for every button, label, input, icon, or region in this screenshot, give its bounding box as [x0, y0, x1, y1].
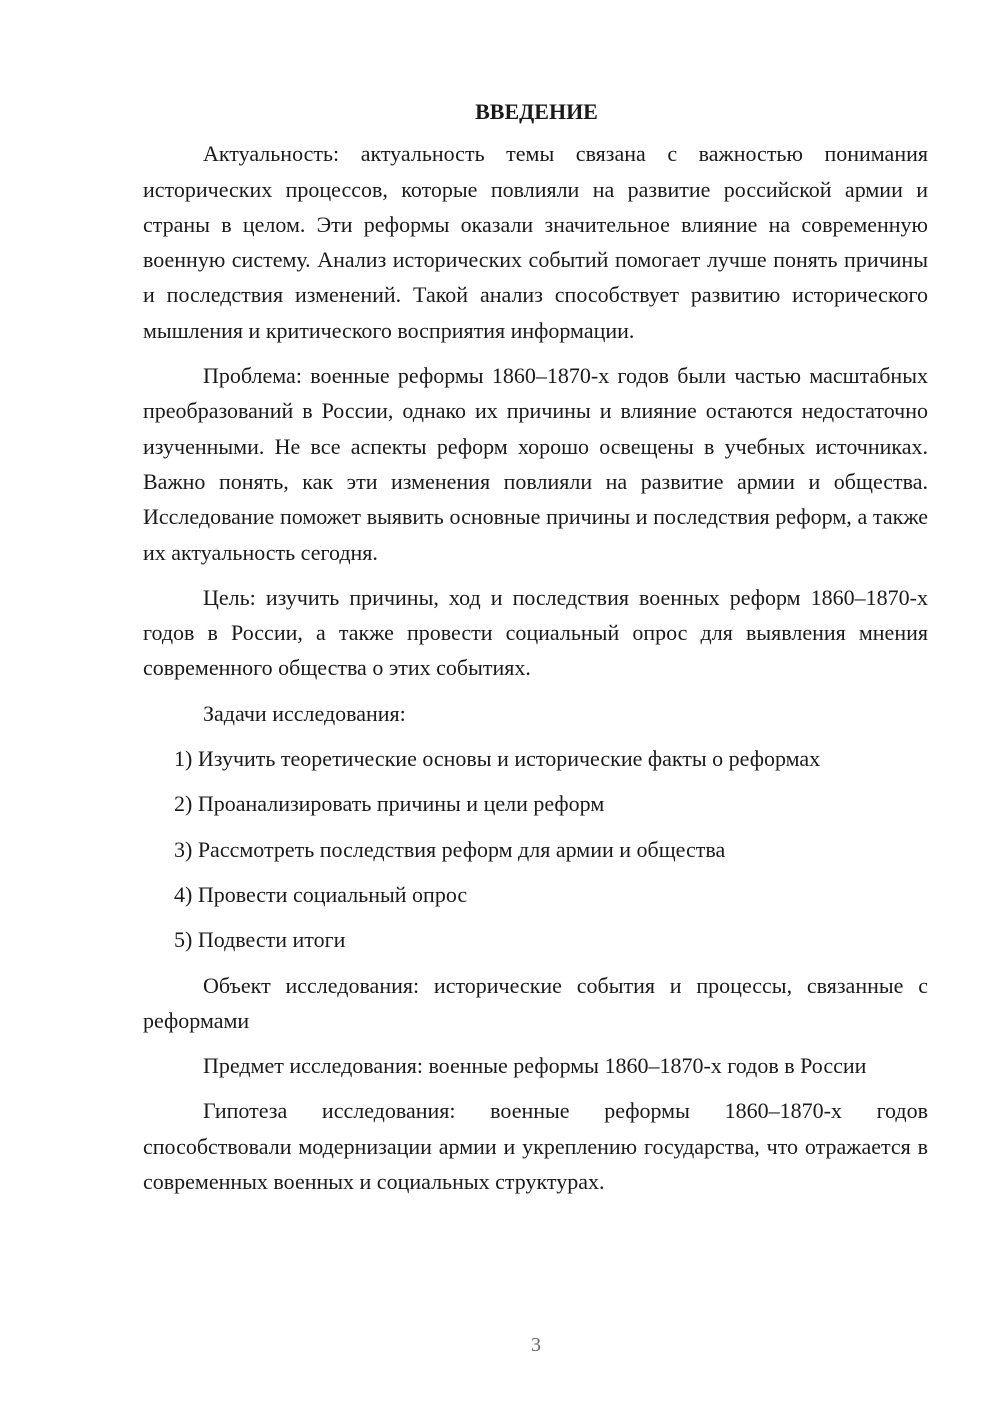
- object-paragraph: Объект исследования: исторические события и процессы, связанные с реформами: [143, 972, 928, 1033]
- goal-paragraph: Цель: изучить причины, ход и последствия военных реформ 1860–1870-х годов в России, а также провести социальный опрос для выявления мнения современного общества о этих событиях.: [143, 584, 928, 681]
- problem-paragraph: Проблема: военные реформы 1860–1870-х годов были частью масштабных преобразований в России, однако их причины и влияние остаются недостаточно изученными. Не все аспекты реформ хорошо освещены в учебных источниках. Важно понять, как эти изменения повлияли на развитие армии и общества. Исследование поможет выявить основные причины и последствия реформ, а также их актуальность сегодня.: [143, 363, 928, 565]
- task-item-2: 2) Проанализировать причины и цели реформ: [174, 791, 605, 817]
- task-item-5: 5) Подвести итоги: [174, 927, 346, 953]
- task-item-3: 3) Рассмотреть последствия реформ для армии и общества: [174, 836, 726, 862]
- document-body: [143, 94, 928, 1199]
- relevance-paragraph: Актуальность: актуальность темы связана с важностью понимания исторических процессов, которые повлияли на развитие российской армии и страны в целом. Эти реформы оказали значительное влияние на современную военную систему. Анализ исторических событий помогает лучше понять причины и последствия изменений. Такой анализ способствует развитию исторического мышления и критического восприятия информации.: [143, 141, 928, 343]
- hypothesis-paragraph: Гипотеза исследования: военные реформы 1860–1870-х годов способствовали модернизации армии и укреплению государства, что отражается в современных военных и социальных структурах.: [143, 1098, 928, 1195]
- tasks-heading: Задачи исследования:: [203, 700, 406, 726]
- page-number: 3: [531, 1334, 541, 1356]
- task-item-1: 1) Изучить теоретические основы и исторические факты о реформах: [174, 746, 821, 772]
- task-item-4: 4) Провести социальный опрос: [174, 881, 468, 907]
- section-title: ВВЕДЕНИЕ: [475, 99, 598, 124]
- subject-paragraph: Предмет исследования: военные реформы 1860–1870-х годов в России: [203, 1053, 867, 1079]
